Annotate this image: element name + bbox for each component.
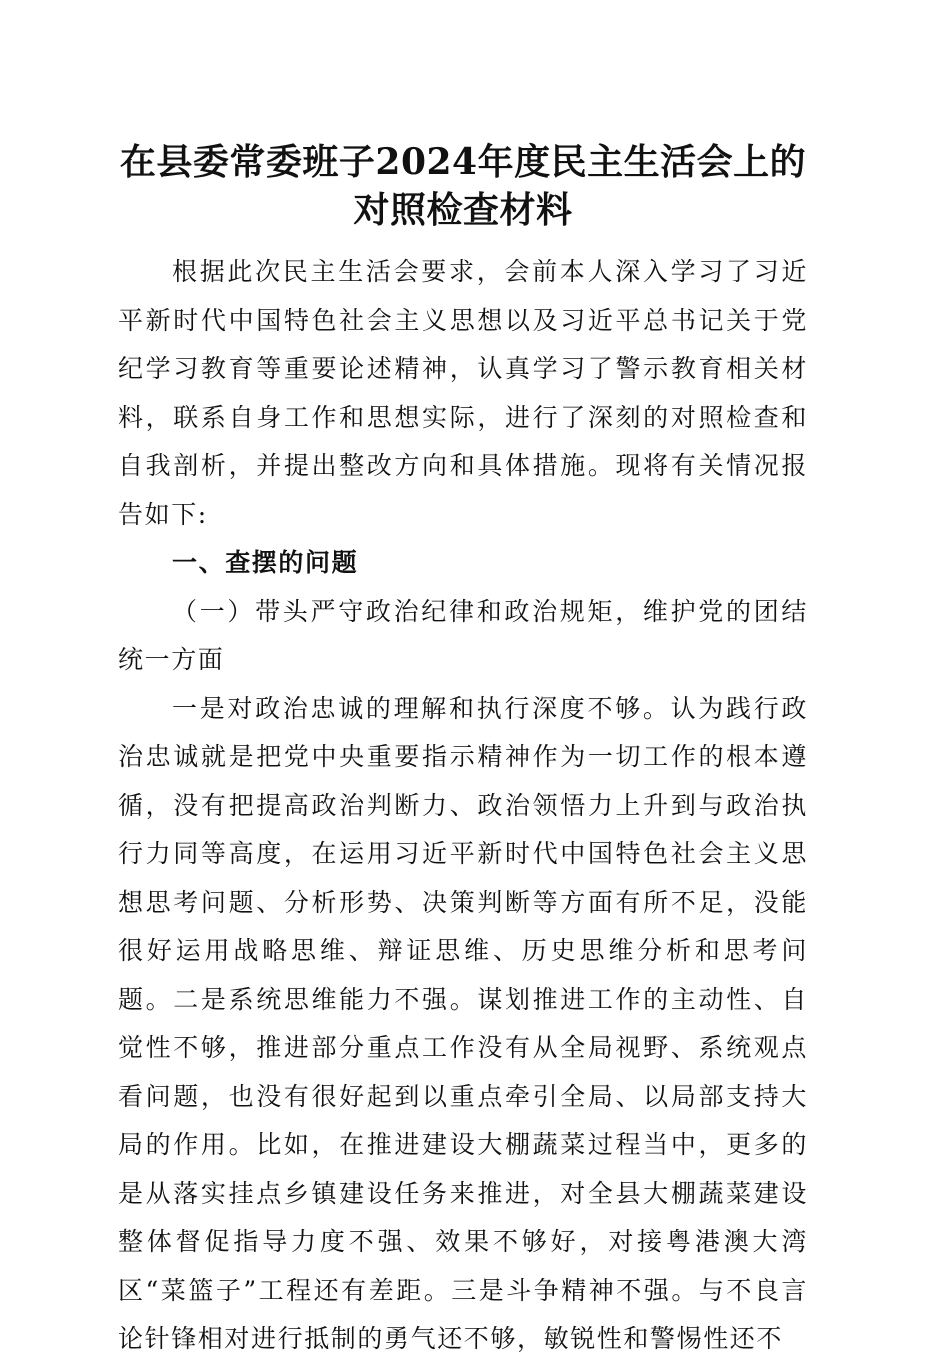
document-page <box>118 138 808 1364</box>
subsection-heading-political-discipline: （一）带头严守政治纪律和政治规矩，维护党的团结统一方面 <box>118 596 808 674</box>
body-paragraph: 一是对政治忠诚的理解和执行深度不够。认为践行政治忠诚就是把党中央重要指示精神作为一切工作的根本遵循，没有把提高政治判断力、政治领悟力上升到与政治执行力同等高度，在运用习近平新时代中国特色社会主义思想思考问题、分析形势、决策判断等方面有所不足，没能很好运用战略思维、辩证思维、历史思维分析和思考问题。二是系统思维能力不强。谋划推进工作的主动性、自觉性不够，推进部分重点工作没有从全局视野、系统观点看问题，也没有很好起到以重点牵引全局、以局部支持大局的作用。比如，在推进建设大棚蔬菜过程当中，更多的是从落实挂点乡镇建设任务来推进，对全县大棚蔬菜建设整体督促指导力度不强、效果不够好，对接粤港澳大湾区“菜篮子”工程还有差距。三是斗争精神不强。与不良言论针锋相对进行抵制的勇气还不够，敏锐性和警惕性还不 <box>118 693 808 1353</box>
intro-paragraph: 根据此次民主生活会要求，会前本人深入学习了习近平新时代中国特色社会主义思想以及习近平总书记关于党纪学习教育等重要论述精神，认真学习了警示教育相关材料，联系自身工作和思想实际，进行了深刻的对照检查和自我剖析，并提出整改方向和具体措施。现将有关情况报告如下: <box>118 257 808 529</box>
document-title: 在县委常委班子2024年度民主生活会上的对照检查材料 <box>119 141 807 231</box>
section-heading-problems: 一、查摆的问题 <box>172 548 359 577</box>
